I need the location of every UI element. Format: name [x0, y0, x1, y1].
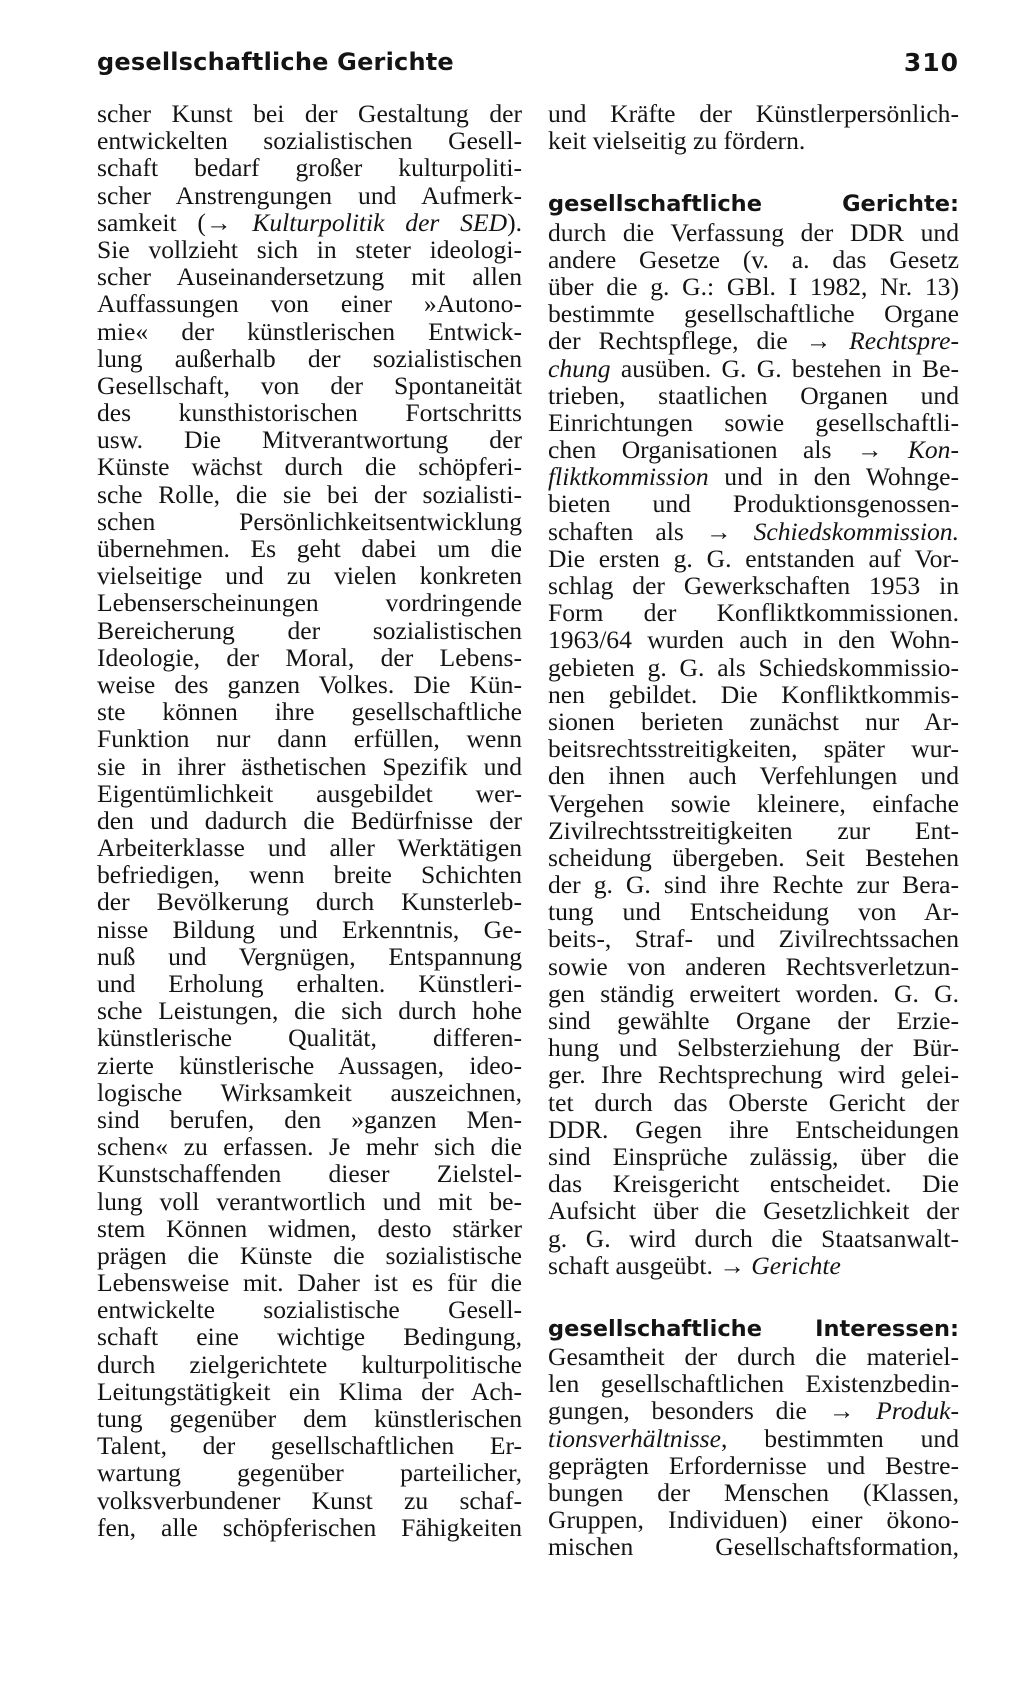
- text-line: [97, 209, 522, 236]
- left-column: [97, 100, 522, 1541]
- text-line: beitsrechtsstreitigkeiten, später wur-: [548, 734, 959, 764]
- text-line: vielseitige und zu vielen konkreten: [97, 561, 522, 591]
- text-line: Talent, der gesellschaftlichen Er-: [97, 1431, 522, 1461]
- cross-reference-link[interactable]: tionsverhältnisse: [548, 1423, 721, 1453]
- text-line: sche Leistungen, die sich durch hohe: [97, 996, 522, 1026]
- text-line: mie« der künstlerischen Entwick-: [97, 316, 522, 346]
- text-line: Gesamtheit der durch die materiel-: [548, 1342, 959, 1372]
- right-column: [548, 100, 959, 1561]
- page-header: [97, 48, 959, 88]
- text-line: des kunsthistorischen Fortschritts: [97, 398, 522, 428]
- text-line: schaft eine wichtige Bedingung,: [97, 1322, 522, 1352]
- text-line: zierte künstlerische Aussagen, ideo-: [97, 1050, 522, 1080]
- text-line: bestimmte gesellschaftliche Organe: [548, 299, 959, 329]
- text-line: sind berufen, den »ganzen Men-: [97, 1104, 522, 1134]
- text-line: [548, 1397, 959, 1424]
- text-line: beits-, Straf- und Zivilrechtssachen: [548, 924, 959, 954]
- text-line: keit vielseitig zu fördern.: [548, 126, 806, 156]
- text-line: len gesellschaftlichen Existenzbedin-: [548, 1369, 959, 1399]
- text-segment: schaft ausgeübt. →: [548, 1250, 745, 1280]
- text-segment: der Rechtspflege, die →: [548, 326, 832, 356]
- text-segment: gungen, besonders die →: [548, 1396, 855, 1426]
- text-line: sie in ihrer ästhetischen Spezifik und: [97, 751, 522, 781]
- text-line: [548, 436, 959, 463]
- cross-reference-link[interactable]: fliktkommission: [548, 462, 709, 492]
- text-line: nisse Bildung und Erkenntnis, Ge-: [97, 914, 522, 944]
- text-segment: , bestimmten und: [721, 1423, 959, 1453]
- text-line: Kunstschaffenden dieser Zielstel-: [97, 1159, 522, 1189]
- text-line: entwickelte sozialistische Gesell-: [97, 1295, 522, 1325]
- text-line: [548, 327, 959, 354]
- text-line: ste können ihre gesellschaftliche: [97, 697, 522, 727]
- text-line: [548, 1252, 959, 1279]
- text-line: tung gegenüber dem künstlerischen: [97, 1404, 522, 1433]
- text-line: den ihnen auch Verfehlungen und: [548, 761, 959, 791]
- text-line: sche Rolle, die sie bei der sozialisti-: [97, 479, 522, 509]
- text-line: schen« zu erfassen. Je mehr sich die: [97, 1132, 522, 1162]
- text-line: tet durch das Oberste Gericht der: [548, 1087, 959, 1117]
- text-line: sind Einsprüche zulässig, über die: [548, 1141, 959, 1171]
- entry-headword: gesellschaftliche Gerichte:: [548, 191, 959, 218]
- text-line: trieben, staatlichen Organen und: [548, 380, 959, 410]
- text-line: Sie vollzieht sich in steter ideologi-: [97, 234, 522, 264]
- text-line: Gesellschaft, von der Spontaneität: [97, 370, 522, 400]
- text-line: den und dadurch die Bedürfnisse der: [97, 805, 522, 835]
- text-line: prägen die Künste die sozialistische: [97, 1240, 522, 1270]
- text-line: Bereicherung der sozialistischen: [97, 615, 522, 645]
- entry-spacer: [548, 1279, 959, 1316]
- text-line: über die g. G.: GBl. I 1982, Nr. 13): [548, 271, 959, 301]
- text-line: das Kreisgericht entscheidet. Die: [548, 1169, 959, 1199]
- text-segment: samkeit (→: [97, 207, 232, 237]
- text-line: Vergehen sowie kleinere, einfache: [548, 788, 959, 818]
- text-line: Gruppen, Individuen) einer ökono-: [548, 1505, 959, 1535]
- text-line: Ideologie, der Moral, der Lebens-: [97, 642, 522, 672]
- text-line: logische Wirksamkeit auszeichnen,: [97, 1077, 522, 1107]
- text-line: [548, 518, 959, 545]
- text-line: bungen der Menschen (Klassen,: [548, 1478, 959, 1507]
- text-line: andere Gesetze (v. a. das Gesetz: [548, 244, 959, 274]
- text-line: Arbeiterklasse und aller Werktätigen: [97, 833, 522, 863]
- text-line: sind gewählte Organe der Erzie-: [548, 1006, 959, 1035]
- cross-reference-link[interactable]: Kon-: [907, 435, 959, 465]
- text-line: gebieten g. G. als Schiedskommissio-: [548, 652, 959, 682]
- text-line: durch die Verfassung der DDR und: [548, 217, 959, 247]
- text-segment: ).: [507, 207, 522, 237]
- text-line: der g. G. sind ihre Rechte zur Bera-: [548, 870, 959, 900]
- page-number: 310: [903, 48, 959, 77]
- text-segment: und in den Wohnge-: [724, 462, 959, 492]
- cross-reference-link[interactable]: Rechtspre-: [849, 326, 959, 356]
- cross-reference-link[interactable]: chung: [548, 353, 611, 383]
- cross-reference-link[interactable]: Produk-: [876, 1396, 959, 1426]
- text-line: Aufsicht über die Gesetzlichkeit der: [548, 1196, 959, 1226]
- text-line: Lebenserscheinungen vordringende: [97, 588, 522, 618]
- text-line: und Erholung erhalten. Künstleri-: [97, 969, 522, 998]
- text-line: sionen berieten zunächst nur Ar-: [548, 706, 959, 736]
- text-line: bieten und Produktionsgenossen-: [548, 489, 959, 519]
- text-line: mischen Gesellschaftsformation,: [548, 1532, 959, 1562]
- text-line: schaft bedarf großer kulturpoliti-: [97, 153, 522, 183]
- text-line: befriedigen, wenn breite Schichten: [97, 860, 522, 890]
- cross-reference-link[interactable]: Kulturpolitik der SED: [252, 207, 508, 237]
- text-line: lung voll verantwortlich und mit be-: [97, 1186, 522, 1216]
- text-line: und Kräfte der Künstlerpersönlich-: [548, 99, 959, 128]
- text-line: der Bevölkerung durch Kunsterleb-: [97, 887, 522, 917]
- entry-gesellschaftliche-interessen: [548, 1316, 959, 1561]
- text-line: scher Anstrengungen und Aufmerk-: [97, 180, 522, 210]
- text-line: [548, 355, 959, 382]
- text-line: DDR. Gegen ihre Entscheidungen: [548, 1114, 959, 1144]
- text-line: entwickelten sozialistischen Gesell-: [97, 126, 522, 156]
- text-line: Künste wächst durch die schöpferi-: [97, 452, 522, 482]
- text-line: gen ständig erweitert worden. G. G.: [548, 978, 959, 1008]
- text-line: weise des ganzen Volkes. Die Kün-: [97, 669, 522, 699]
- text-segment: ausüben. G. G. bestehen in Be-: [620, 353, 959, 383]
- text-line: fen, alle schöpferischen Fähigkeiten: [97, 1512, 522, 1542]
- text-line: Die ersten g. G. entstanden auf Vor-: [548, 543, 959, 573]
- text-line: wartung gegenüber parteilicher,: [97, 1458, 522, 1488]
- text-line: Lebensweise mit. Daher ist es für die: [97, 1268, 522, 1298]
- running-head: gesellschaftliche Gerichte: [97, 48, 454, 76]
- cross-reference-link[interactable]: Schiedskommission.: [753, 516, 959, 546]
- text-line: stem Können widmen, desto stärker: [97, 1213, 522, 1243]
- text-line: Auffassungen von einer »Autono-: [97, 289, 522, 319]
- text-line: hung und Selbsterziehung der Bür-: [548, 1033, 959, 1063]
- entry-headword: gesellschaftliche Interessen:: [548, 1315, 959, 1342]
- text-line: lung außerhalb der sozialistischen: [97, 343, 522, 373]
- text-line: [548, 463, 959, 490]
- text-line: Leitungstätigkeit ein Klima der Ach-: [97, 1376, 522, 1406]
- cross-reference-link[interactable]: Gerichte: [751, 1250, 841, 1280]
- text-line: Form der Konfliktkommissionen.: [548, 598, 959, 628]
- text-segment: chen Organisationen als →: [548, 435, 883, 465]
- text-line: nuß und Vergnügen, Entspannung: [97, 941, 522, 971]
- text-line: Zivilrechtsstreitigkeiten zur Ent-: [548, 815, 959, 845]
- entry-gesellschaftliche-gerichte: [548, 191, 959, 1279]
- text-line: volksverbundener Kunst zu schaf-: [97, 1485, 522, 1515]
- text-line: scher Kunst bei der Gestaltung der: [97, 99, 522, 128]
- text-line: künstlerische Qualität, differen-: [97, 1023, 522, 1053]
- text-line: übernehmen. Es geht dabei um die: [97, 534, 522, 563]
- text-line: nen gebildet. Die Konfliktkommis-: [548, 679, 959, 709]
- entry-spacer: [548, 154, 959, 191]
- text-line: schen Persönlichkeitsentwicklung: [97, 506, 522, 536]
- text-segment: schaften als →: [548, 516, 732, 546]
- text-line: Funktion nur dann erfüllen, wenn: [97, 724, 522, 754]
- text-line: geprägten Erfordernisse und Bestre-: [548, 1450, 959, 1480]
- text-line: 1963/64 wurden auch in den Wohn-: [548, 625, 959, 655]
- text-line: [548, 1425, 959, 1452]
- text-line: schlag der Gewerkschaften 1953 in: [548, 571, 959, 600]
- text-line: usw. Die Mitverantwortung der: [97, 425, 522, 455]
- text-line: scher Auseinandersetzung mit allen: [97, 262, 522, 292]
- text-line: ger. Ihre Rechtsprechung wird gelei-: [548, 1060, 959, 1090]
- text-line: tung und Entscheidung von Ar-: [548, 897, 959, 927]
- text-line: sowie von anderen Rechtsverletzun-: [548, 951, 959, 981]
- text-line: Einrichtungen sowie gesellschaftli-: [548, 407, 959, 437]
- text-line: scheidung übergeben. Seit Bestehen: [548, 842, 959, 872]
- text-line: durch zielgerichtete kulturpolitische: [97, 1349, 522, 1379]
- text-line: g. G. wird durch die Staatsanwalt-: [548, 1223, 959, 1253]
- text-line: Eigentümlichkeit ausgebildet wer-: [97, 778, 522, 808]
